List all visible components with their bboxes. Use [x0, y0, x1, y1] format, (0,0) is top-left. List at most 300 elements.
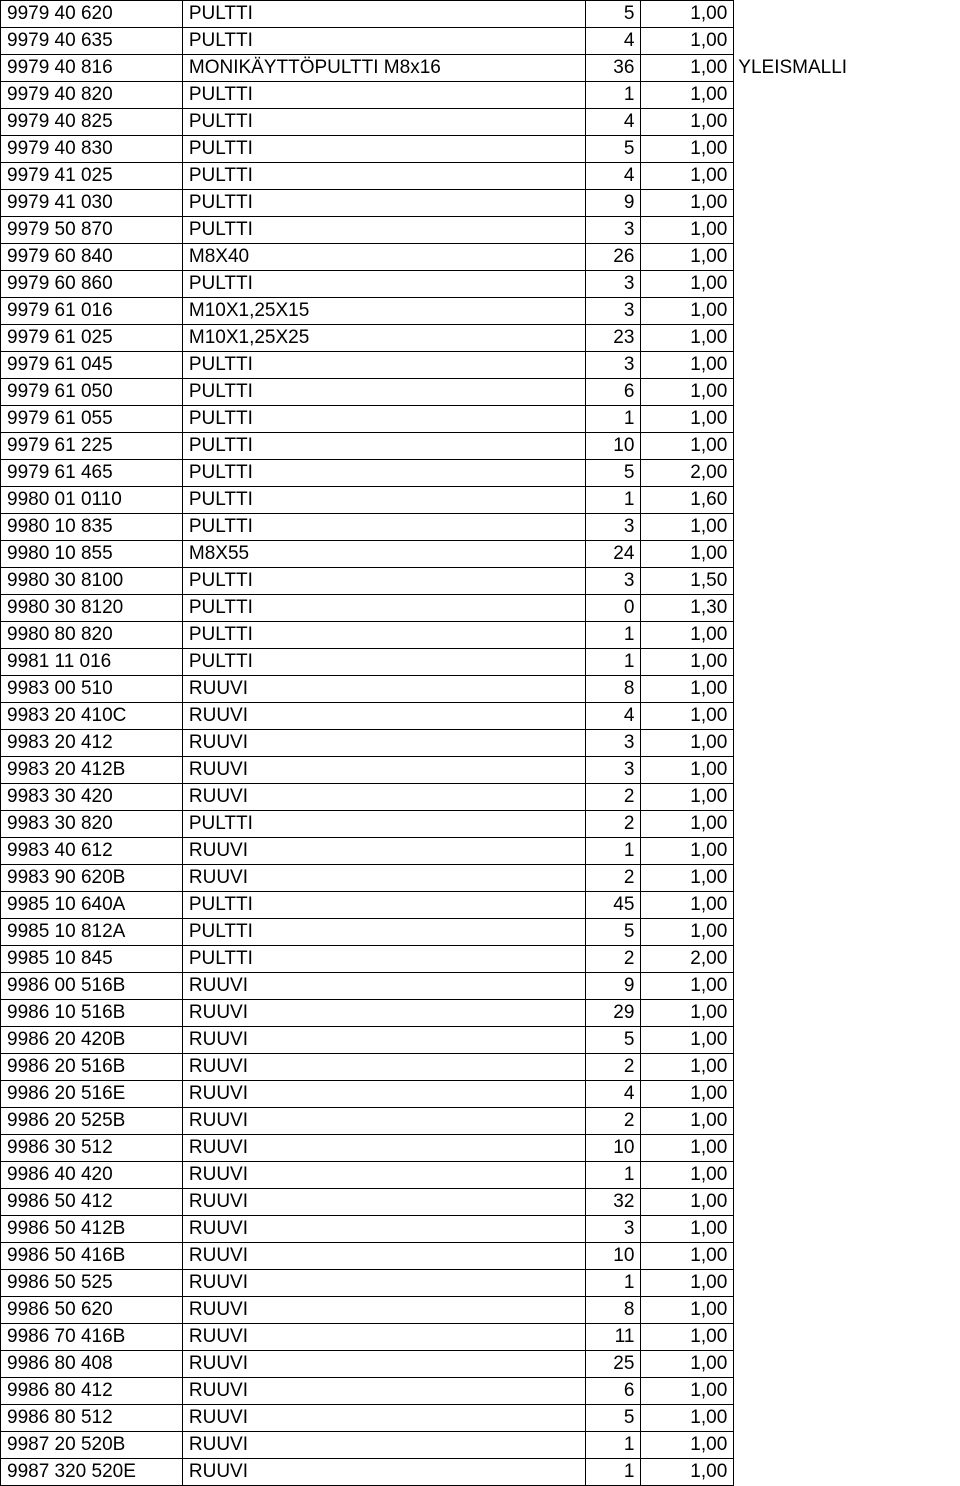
part-name-cell: PULTTI: [182, 352, 586, 379]
table-row: [1, 298, 960, 325]
note-cell: [734, 811, 960, 838]
part-name-cell: M8X40: [182, 244, 586, 271]
note-cell: [734, 649, 960, 676]
quantity-cell: 11: [586, 1324, 641, 1351]
quantity-cell: 2: [586, 784, 641, 811]
table-row: [1, 1459, 960, 1486]
table-row: [1, 487, 960, 514]
price-cell: 1,00: [641, 109, 734, 136]
price-cell: 1,00: [641, 1351, 734, 1378]
price-cell: 1,00: [641, 514, 734, 541]
quantity-cell: 10: [586, 433, 641, 460]
quantity-cell: 3: [586, 217, 641, 244]
note-cell: [734, 244, 960, 271]
table-row: [1, 163, 960, 190]
quantity-cell: 1: [586, 622, 641, 649]
quantity-cell: 25: [586, 1351, 641, 1378]
note-cell: [734, 892, 960, 919]
table-row: [1, 622, 960, 649]
price-cell: 1,00: [641, 325, 734, 352]
part-code-cell: 9979 61 045: [1, 352, 183, 379]
table-row: [1, 352, 960, 379]
part-name-cell: PULTTI: [182, 460, 586, 487]
note-cell: [734, 163, 960, 190]
table-row: [1, 1270, 960, 1297]
quantity-cell: 6: [586, 379, 641, 406]
note-cell: [734, 1081, 960, 1108]
part-code-cell: 9979 60 860: [1, 271, 183, 298]
table-row: [1, 1000, 960, 1027]
quantity-cell: 26: [586, 244, 641, 271]
part-code-cell: 9980 10 835: [1, 514, 183, 541]
table-row: [1, 838, 960, 865]
quantity-cell: 5: [586, 460, 641, 487]
part-code-cell: 9986 70 416B: [1, 1324, 183, 1351]
part-code-cell: 9983 90 620B: [1, 865, 183, 892]
note-cell: [734, 865, 960, 892]
part-code-cell: 9983 00 510: [1, 676, 183, 703]
note-cell: [734, 136, 960, 163]
note-cell: [734, 379, 960, 406]
price-cell: 1,00: [641, 1297, 734, 1324]
quantity-cell: 5: [586, 1, 641, 28]
price-cell: 1,00: [641, 1459, 734, 1486]
note-cell: [734, 1162, 960, 1189]
table-row: [1, 460, 960, 487]
price-cell: 1,00: [641, 1324, 734, 1351]
part-code-cell: 9979 50 870: [1, 217, 183, 244]
part-name-cell: RUUVI: [182, 1270, 586, 1297]
note-cell: [734, 703, 960, 730]
price-cell: 2,00: [641, 946, 734, 973]
price-cell: 1,00: [641, 379, 734, 406]
part-code-cell: 9986 20 516E: [1, 1081, 183, 1108]
table-row: [1, 244, 960, 271]
price-cell: 1,00: [641, 406, 734, 433]
note-cell: [734, 433, 960, 460]
note-cell: [734, 109, 960, 136]
table-row: [1, 1432, 960, 1459]
part-name-cell: RUUVI: [182, 865, 586, 892]
note-cell: [734, 1405, 960, 1432]
price-cell: 2,00: [641, 460, 734, 487]
table-row: [1, 649, 960, 676]
part-name-cell: RUUVI: [182, 730, 586, 757]
price-cell: 1,00: [641, 136, 734, 163]
note-cell: [734, 1216, 960, 1243]
table-row: [1, 1054, 960, 1081]
note-cell: [734, 622, 960, 649]
quantity-cell: 3: [586, 271, 641, 298]
part-code-cell: 9985 10 640A: [1, 892, 183, 919]
quantity-cell: 2: [586, 865, 641, 892]
quantity-cell: 3: [586, 730, 641, 757]
part-name-cell: RUUVI: [182, 1432, 586, 1459]
part-code-cell: 9979 40 830: [1, 136, 183, 163]
part-code-cell: 9983 20 412B: [1, 757, 183, 784]
note-cell: YLEISMALLI: [738, 57, 848, 78]
quantity-cell: 5: [586, 1405, 641, 1432]
part-name-cell: PULTTI: [182, 217, 586, 244]
table-row: [1, 1405, 960, 1432]
part-name-cell: RUUVI: [182, 703, 586, 730]
part-code-cell: 9979 61 055: [1, 406, 183, 433]
table-row: [1, 379, 960, 406]
note-cell: [734, 973, 960, 1000]
note-cell: [734, 1, 960, 28]
part-code-cell: 9985 10 845: [1, 946, 183, 973]
table-row: [1, 919, 960, 946]
price-cell: 1,00: [641, 1270, 734, 1297]
table-row: [1, 28, 960, 55]
part-code-cell: 9987 320 520E: [1, 1459, 183, 1486]
table-row: [1, 784, 960, 811]
part-name-cell: RUUVI: [182, 1027, 586, 1054]
part-code-cell: 9986 50 525: [1, 1270, 183, 1297]
table-row: [1, 271, 960, 298]
note-cell: [734, 1000, 960, 1027]
price-cell: 1,00: [641, 55, 734, 82]
part-name-cell: RUUVI: [182, 1351, 586, 1378]
part-name-cell: RUUVI: [182, 676, 586, 703]
table-row: [1, 1351, 960, 1378]
table-row: [1, 136, 960, 163]
quantity-cell: 2: [586, 1108, 641, 1135]
part-code-cell: 9986 10 516B: [1, 1000, 183, 1027]
part-name-cell: M10X1,25X25: [182, 325, 586, 352]
note-cell: [734, 271, 960, 298]
part-name-cell: RUUVI: [182, 1297, 586, 1324]
table-row: [1, 109, 960, 136]
part-code-cell: 9986 50 412: [1, 1189, 183, 1216]
price-cell: 1,00: [641, 1243, 734, 1270]
price-cell: 1,30: [641, 595, 734, 622]
price-cell: 1,50: [641, 568, 734, 595]
part-name-cell: RUUVI: [182, 838, 586, 865]
quantity-cell: 4: [586, 703, 641, 730]
note-cell: [734, 1243, 960, 1270]
note-cell: [734, 352, 960, 379]
quantity-cell: 5: [586, 919, 641, 946]
table-row: [1, 1324, 960, 1351]
price-cell: 1,00: [641, 676, 734, 703]
note-cell: [734, 1297, 960, 1324]
part-name-cell: RUUVI: [182, 1324, 586, 1351]
part-name-cell: PULTTI: [182, 514, 586, 541]
table-row: [1, 1189, 960, 1216]
part-name-cell: RUUVI: [182, 757, 586, 784]
quantity-cell: 3: [586, 1216, 641, 1243]
note-cell: [734, 946, 960, 973]
note-cell: [734, 1270, 960, 1297]
part-code-cell: 9986 20 516B: [1, 1054, 183, 1081]
quantity-cell: 1: [586, 406, 641, 433]
quantity-cell: 0: [586, 595, 641, 622]
price-cell: 1,00: [641, 298, 734, 325]
part-code-cell: 9987 20 520B: [1, 1432, 183, 1459]
price-cell: 1,00: [641, 244, 734, 271]
note-cell: [734, 460, 960, 487]
part-name-cell: PULTTI: [182, 406, 586, 433]
note-cell: [734, 1378, 960, 1405]
table-row: [1, 406, 960, 433]
parts-table-body: [1, 1, 960, 1486]
part-code-cell: 9981 11 016: [1, 649, 183, 676]
part-code-cell: 9979 40 816: [1, 55, 183, 82]
quantity-cell: 1: [586, 487, 641, 514]
table-row: [1, 325, 960, 352]
note-cell: [734, 217, 960, 244]
price-cell: 1,00: [641, 82, 734, 109]
part-code-cell: 9979 40 635: [1, 28, 183, 55]
quantity-cell: 1: [586, 649, 641, 676]
quantity-cell: 10: [586, 1243, 641, 1270]
table-row: [1, 730, 960, 757]
quantity-cell: 5: [586, 1027, 641, 1054]
quantity-cell: 2: [586, 1054, 641, 1081]
part-code-cell: 9979 40 825: [1, 109, 183, 136]
quantity-cell: 3: [586, 757, 641, 784]
part-code-cell: 9983 20 412: [1, 730, 183, 757]
part-code-cell: 9979 41 025: [1, 163, 183, 190]
quantity-cell: 2: [586, 811, 641, 838]
table-row: [1, 703, 960, 730]
price-cell: 1,00: [641, 838, 734, 865]
quantity-cell: 5: [586, 136, 641, 163]
quantity-cell: 9: [586, 973, 641, 1000]
part-code-cell: 9979 61 025: [1, 325, 183, 352]
part-name-cell: PULTTI: [182, 82, 586, 109]
part-code-cell: 9986 50 416B: [1, 1243, 183, 1270]
quantity-cell: 2: [586, 946, 641, 973]
part-name-cell: PULTTI: [182, 136, 586, 163]
part-code-cell: 9986 20 420B: [1, 1027, 183, 1054]
part-code-cell: 9986 50 412B: [1, 1216, 183, 1243]
part-code-cell: 9979 61 050: [1, 379, 183, 406]
note-cell: [734, 676, 960, 703]
quantity-cell: 1: [586, 1459, 641, 1486]
table-row: [1, 595, 960, 622]
price-cell: 1,00: [641, 1054, 734, 1081]
part-name-cell: PULTTI: [182, 433, 586, 460]
quantity-cell: 9: [586, 190, 641, 217]
part-code-cell: 9983 30 420: [1, 784, 183, 811]
note-cell: [734, 1189, 960, 1216]
quantity-cell: 8: [586, 676, 641, 703]
part-name-cell: RUUVI: [182, 973, 586, 1000]
price-cell: 1,00: [641, 1405, 734, 1432]
part-code-cell: 9986 30 512: [1, 1135, 183, 1162]
table-row: [1, 1216, 960, 1243]
table-row: [1, 217, 960, 244]
note-cell: [734, 1459, 960, 1486]
quantity-cell: 4: [586, 28, 641, 55]
part-name-cell: PULTTI: [182, 379, 586, 406]
note-cell: [734, 325, 960, 352]
price-cell: 1,00: [641, 1081, 734, 1108]
quantity-cell: 32: [586, 1189, 641, 1216]
part-name-cell: RUUVI: [182, 1054, 586, 1081]
part-name-cell: PULTTI: [182, 892, 586, 919]
part-code-cell: 9979 60 840: [1, 244, 183, 271]
quantity-cell: 3: [586, 352, 641, 379]
table-row: [1, 1108, 960, 1135]
quantity-cell: 3: [586, 298, 641, 325]
part-name-cell: RUUVI: [182, 1243, 586, 1270]
table-row: [1, 190, 960, 217]
part-code-cell: 9986 00 516B: [1, 973, 183, 1000]
part-name-cell: PULTTI: [182, 28, 586, 55]
part-name-cell: RUUVI: [182, 1162, 586, 1189]
part-name-cell: RUUVI: [182, 1216, 586, 1243]
note-cell: [734, 487, 960, 514]
quantity-cell: 45: [586, 892, 641, 919]
part-code-cell: 9986 80 408: [1, 1351, 183, 1378]
quantity-cell: 6: [586, 1378, 641, 1405]
price-cell: 1,00: [641, 1162, 734, 1189]
part-code-cell: 9986 50 620: [1, 1297, 183, 1324]
note-cell: [734, 28, 960, 55]
price-cell: 1,00: [641, 892, 734, 919]
table-row: [1, 1297, 960, 1324]
part-code-cell: 9986 80 512: [1, 1405, 183, 1432]
note-cell: [734, 406, 960, 433]
price-cell: 1,00: [641, 1432, 734, 1459]
price-cell: 1,00: [641, 1216, 734, 1243]
price-cell: 1,00: [641, 784, 734, 811]
part-code-cell: 9979 61 225: [1, 433, 183, 460]
part-name-cell: PULTTI: [182, 163, 586, 190]
note-cell: [734, 1027, 960, 1054]
part-name-cell: M10X1,25X15: [182, 298, 586, 325]
part-code-cell: 9980 30 8100: [1, 568, 183, 595]
table-row: [1, 1135, 960, 1162]
note-cell: [734, 919, 960, 946]
table-row: [1, 82, 960, 109]
note-cell: [734, 1351, 960, 1378]
part-name-cell: PULTTI: [182, 919, 586, 946]
part-name-cell: PULTTI: [182, 811, 586, 838]
note-cell: [734, 514, 960, 541]
note-cell: [734, 1108, 960, 1135]
part-code-cell: 9983 20 410C: [1, 703, 183, 730]
price-cell: 1,00: [641, 730, 734, 757]
price-cell: 1,00: [641, 1027, 734, 1054]
part-name-cell: PULTTI: [182, 271, 586, 298]
table-row: [1, 811, 960, 838]
part-code-cell: 9980 30 8120: [1, 595, 183, 622]
quantity-cell: 3: [586, 514, 641, 541]
table-row: [1, 1, 960, 28]
price-cell: 1,00: [641, 622, 734, 649]
table-row: [1, 973, 960, 1000]
note-cell: [734, 1054, 960, 1081]
table-row: [1, 1027, 960, 1054]
table-row: [1, 865, 960, 892]
note-cell: [734, 1324, 960, 1351]
note-cell: [734, 298, 960, 325]
table-row: [1, 514, 960, 541]
note-cell: [734, 757, 960, 784]
part-name-cell: PULTTI: [182, 1, 586, 28]
part-name-cell: RUUVI: [182, 1378, 586, 1405]
part-name-cell: PULTTI: [182, 487, 586, 514]
price-cell: 1,00: [641, 433, 734, 460]
quantity-cell: 10: [586, 1135, 641, 1162]
table-row: [1, 892, 960, 919]
table-row: [1, 757, 960, 784]
quantity-cell: 1: [586, 1270, 641, 1297]
part-code-cell: 9979 40 820: [1, 82, 183, 109]
part-code-cell: 9983 40 612: [1, 838, 183, 865]
part-code-cell: 9979 41 030: [1, 190, 183, 217]
part-code-cell: 9979 40 620: [1, 1, 183, 28]
quantity-cell: 29: [586, 1000, 641, 1027]
price-cell: 1,00: [641, 28, 734, 55]
table-row: [1, 676, 960, 703]
part-code-cell: 9980 01 0110: [1, 487, 183, 514]
quantity-cell: 1: [586, 82, 641, 109]
price-cell: 1,00: [641, 757, 734, 784]
quantity-cell: 1: [586, 838, 641, 865]
price-cell: 1,00: [641, 190, 734, 217]
part-code-cell: 9985 10 812A: [1, 919, 183, 946]
price-cell: 1,00: [641, 811, 734, 838]
quantity-cell: 1: [586, 1432, 641, 1459]
quantity-cell: 8: [586, 1297, 641, 1324]
table-row: [1, 541, 960, 568]
part-name-cell: RUUVI: [182, 1459, 586, 1486]
quantity-cell: 4: [586, 109, 641, 136]
quantity-cell: 23: [586, 325, 641, 352]
price-cell: 1,00: [641, 217, 734, 244]
quantity-cell: 4: [586, 1081, 641, 1108]
note-cell: [734, 82, 960, 109]
price-cell: 1,00: [641, 271, 734, 298]
price-cell: 1,00: [641, 163, 734, 190]
note-cell: [734, 838, 960, 865]
part-code-cell: 9980 10 855: [1, 541, 183, 568]
price-cell: 1,00: [641, 649, 734, 676]
price-cell: 1,00: [641, 919, 734, 946]
price-cell: 1,00: [641, 973, 734, 1000]
part-name-cell: PULTTI: [182, 622, 586, 649]
table-row: [1, 55, 960, 82]
part-name-cell: RUUVI: [182, 1108, 586, 1135]
note-cell: [734, 595, 960, 622]
quantity-cell: 1: [586, 1162, 641, 1189]
part-code-cell: 9986 40 420: [1, 1162, 183, 1189]
table-row: [1, 1243, 960, 1270]
table-row: [1, 568, 960, 595]
note-cell: [734, 1135, 960, 1162]
part-name-cell: RUUVI: [182, 1135, 586, 1162]
price-cell: 1,00: [641, 352, 734, 379]
note-cell: [734, 1432, 960, 1459]
table-row: [1, 946, 960, 973]
part-name-cell: PULTTI: [182, 649, 586, 676]
note-cell: [734, 541, 960, 568]
part-code-cell: 9979 61 016: [1, 298, 183, 325]
price-cell: 1,00: [641, 1378, 734, 1405]
note-cell: [734, 190, 960, 217]
quantity-cell: 36: [586, 55, 641, 82]
part-name-cell: PULTTI: [182, 109, 586, 136]
part-name-cell: M8X55: [182, 541, 586, 568]
price-cell: 1,00: [641, 1108, 734, 1135]
part-code-cell: 9986 80 412: [1, 1378, 183, 1405]
part-name-cell: RUUVI: [182, 1405, 586, 1432]
